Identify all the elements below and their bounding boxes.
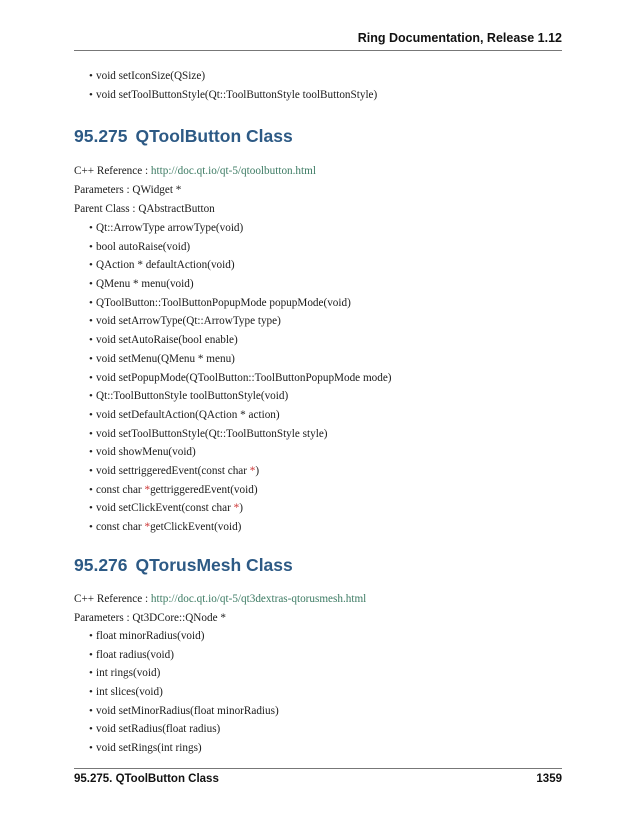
cpp-reference-link[interactable]: http://doc.qt.io/qt-5/qtoolbutton.html (150, 165, 316, 177)
running-header: Ring Documentation, Release 1.12 (357, 31, 562, 45)
list-item: • const char *gettriggeredEvent(void) (74, 481, 562, 500)
list-item: • QToolButton::ToolButtonPopupMode popupMode(void) (74, 294, 562, 313)
section-number: 95.275 (74, 126, 128, 146)
list-item: • void setMinorRadius(float minorRadius) (74, 702, 562, 721)
cpp-reference-label: C++ Reference : (74, 593, 151, 605)
section-title: QTorusMesh Class (135, 555, 293, 575)
list-item: • void setDefaultAction(QAction * action) (74, 406, 562, 425)
list-item: • void setPopupMode(QToolButton::ToolButtonPopupMode mode) (74, 369, 562, 388)
footer-divider (74, 768, 562, 769)
section-number: 95.276 (74, 555, 128, 575)
list-item: • void setArrowType(Qt::ArrowType type) (74, 312, 562, 331)
page-number: 1359 (536, 773, 562, 785)
list-item: • QAction * defaultAction(void) (74, 256, 562, 275)
list-item: • Qt::ArrowType arrowType(void) (74, 219, 562, 238)
cpp-reference-label: C++ Reference : (74, 165, 151, 177)
header-divider (74, 50, 562, 51)
list-item: • void setIconSize(QSize) (74, 67, 562, 86)
parameters-line: Parameters : QWidget * (74, 184, 182, 196)
list-item: • bool autoRaise(void) (74, 238, 562, 257)
list-item: • void setRadius(float radius) (74, 720, 562, 739)
cpp-reference-line (74, 165, 316, 177)
list-item: • void setToolButtonStyle(Qt::ToolButtonStyle toolButtonStyle) (74, 86, 562, 105)
list-item: • void showMenu(void) (74, 443, 562, 462)
list-item: • float minorRadius(void) (74, 627, 562, 646)
section-title: QToolButton Class (135, 126, 293, 146)
list-item: • int rings(void) (74, 664, 562, 683)
parent-class-line: Parent Class : QAbstractButton (74, 203, 215, 215)
list-item: • void settriggeredEvent(const char *) (74, 462, 562, 481)
list-item: • void setRings(int rings) (74, 739, 562, 758)
qtoolbutton-method-list (74, 219, 562, 537)
list-item: • void setMenu(QMenu * menu) (74, 350, 562, 369)
qtorusmesh-method-list (74, 627, 562, 758)
list-item: • Qt::ToolButtonStyle toolButtonStyle(void) (74, 387, 562, 406)
list-item: • float radius(void) (74, 646, 562, 665)
method-list-continued (74, 67, 562, 104)
section-heading-qtorusmesh (74, 555, 293, 576)
list-item: • void setClickEvent(const char *) (74, 499, 562, 518)
list-item: • void setAutoRaise(bool enable) (74, 331, 562, 350)
cpp-reference-link[interactable]: http://doc.qt.io/qt-5/qt3dextras-qtorusmesh.html (150, 593, 367, 605)
list-item: • QMenu * menu(void) (74, 275, 562, 294)
list-item: • void setToolButtonStyle(Qt::ToolButtonStyle style) (74, 425, 562, 444)
section-heading-qtoolbutton (74, 126, 293, 147)
cpp-reference-line (74, 593, 366, 605)
list-item: • const char *getClickEvent(void) (74, 518, 562, 537)
footer-section-title: 95.275. QToolButton Class (74, 773, 219, 785)
list-item: • int slices(void) (74, 683, 562, 702)
parameters-line: Parameters : Qt3DCore::QNode * (74, 612, 226, 624)
